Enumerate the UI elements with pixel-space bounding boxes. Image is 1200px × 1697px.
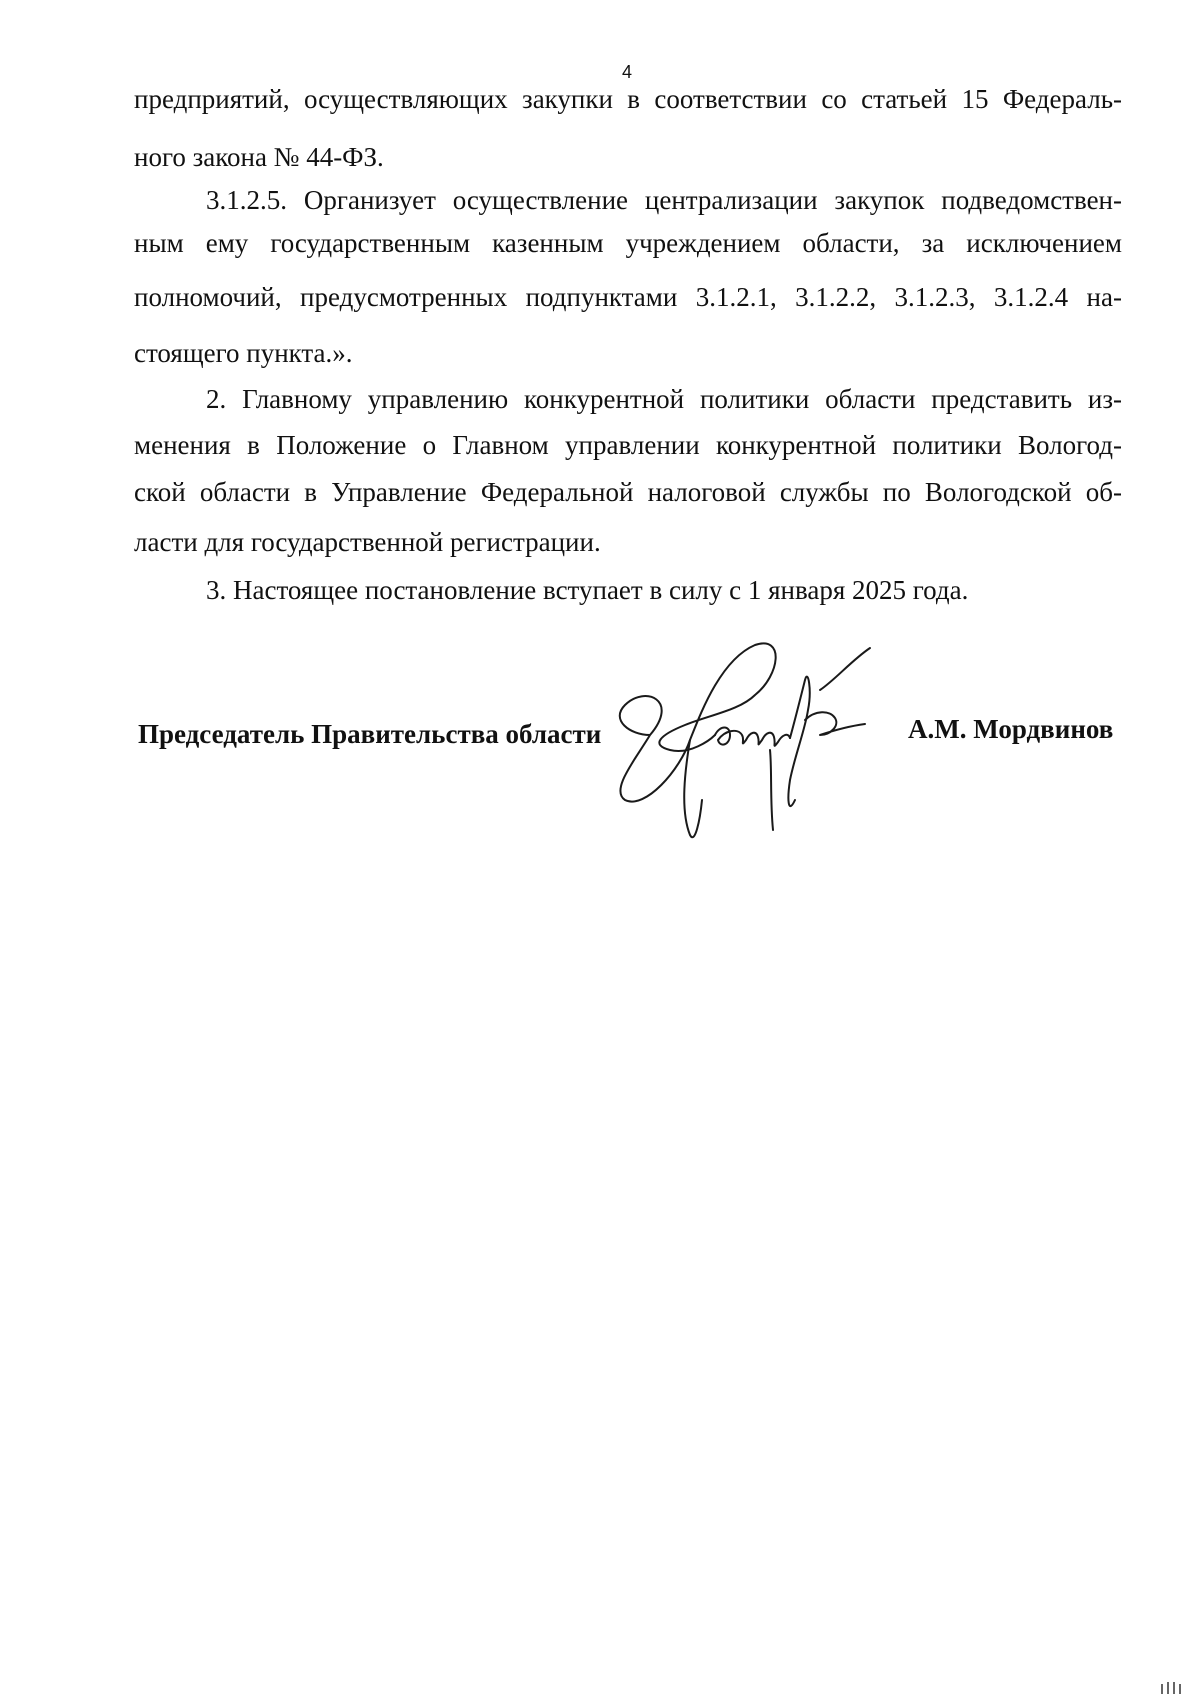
signatory-position: Председатель Правительства области <box>138 719 602 749</box>
scan-edge-mark <box>1158 1680 1188 1694</box>
paragraph-line: предприятий, осуществляющих закупки в соответствии со статьей 15 Федераль- <box>134 84 1122 114</box>
paragraph-line: ской области в Управление Федеральной налоговой службы по Вологодской об- <box>134 477 1122 507</box>
paragraph-line: ного закона № 44-ФЗ. <box>134 142 384 172</box>
page-number: 4 <box>621 62 632 82</box>
paragraph-line: ным ему государственным казенным учреждением области, за исключением <box>134 228 1122 258</box>
paragraph-line: полномочий, предусмотренных подпунктами 3.1.2.1, 3.1.2.2, 3.1.2.3, 3.1.2.4 на- <box>134 282 1122 312</box>
paragraph-line: 2. Главному управлению конкурентной политики области представить из- <box>206 384 1122 414</box>
paragraph-line: ласти для государственной регистрации. <box>134 527 601 557</box>
signatory-name: А.М. Мордвинов <box>908 714 1114 744</box>
paragraph-line: 3. Настоящее постановление вступает в силу с 1 января 2025 года. <box>206 575 969 605</box>
handwritten-signature <box>590 640 940 850</box>
paragraph-line: 3.1.2.5. Организует осуществление централизации закупок подведомствен- <box>206 185 1122 215</box>
paragraph-line: стоящего пункта.». <box>134 338 353 368</box>
paragraph-line: менения в Положение о Главном управлении конкурентной политики Вологод- <box>134 430 1122 460</box>
